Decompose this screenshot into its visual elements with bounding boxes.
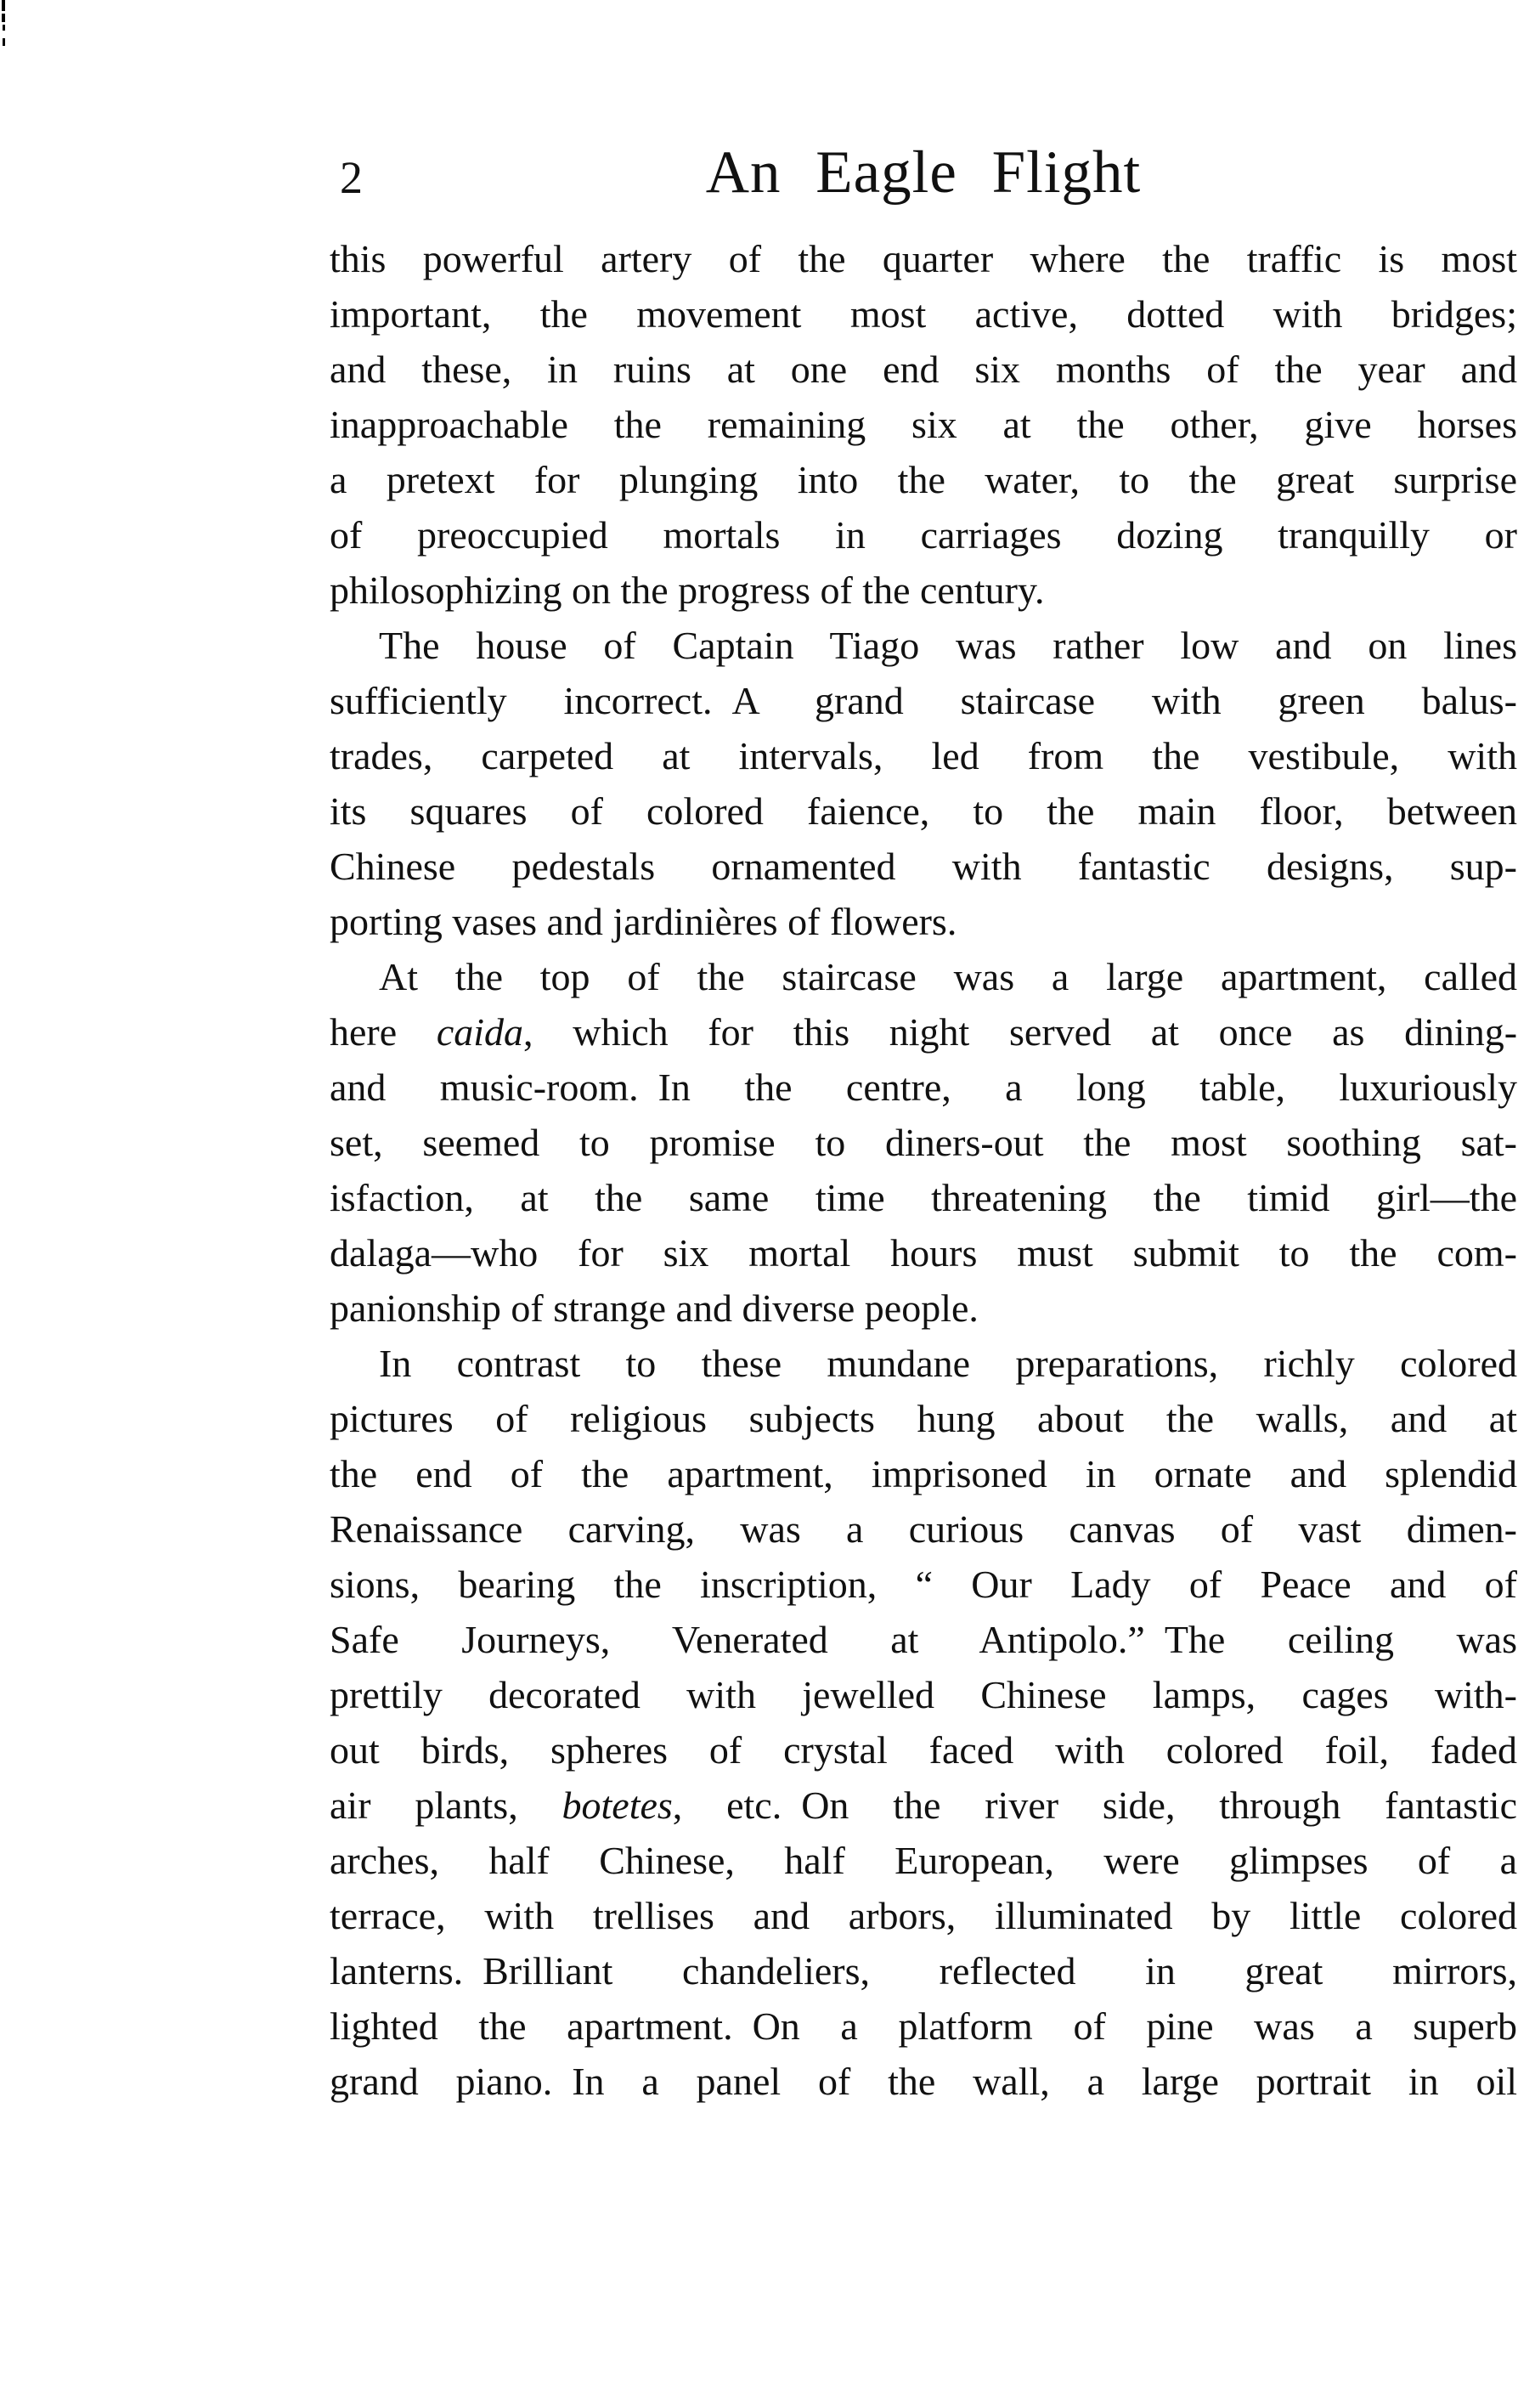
text-segment: air plants, (330, 1783, 562, 1827)
text-segment: terrace, with trellises and arbors, illuminated by little colored (330, 1894, 1517, 1937)
italic-term: caida (436, 1010, 524, 1054)
text-line (330, 507, 1517, 562)
text-segment: The house of Captain Tiago was rather low and on lines (379, 624, 1517, 667)
text-line (330, 1391, 1517, 1446)
text-segment: lanterns. Brilliant chandeliers, reflected in great mirrors, (330, 1949, 1517, 1993)
scan-artifact (2, 14, 5, 22)
text-segment: important, the movement most active, dotted with bridges; (330, 292, 1517, 336)
text-line (330, 2054, 1517, 2109)
text-segment: inapproachable the remaining six at the other, give horses (330, 403, 1517, 446)
text-line (330, 1667, 1517, 1722)
text-segment: Chinese pedestals ornamented with fantastic designs, sup- (330, 845, 1517, 888)
text-line (330, 1115, 1517, 1170)
text-line (330, 1004, 1517, 1060)
text-line (330, 783, 1517, 839)
text-line (330, 1280, 1517, 1336)
text-segment: here (330, 1010, 437, 1054)
text-line (330, 286, 1517, 342)
text-segment: the end of the apartment, imprisoned in ornate and splendid (330, 1452, 1517, 1495)
page-number: 2 (340, 152, 363, 203)
text-line (330, 728, 1517, 783)
text-segment: of preoccupied mortals in carriages dozing tranquilly or (330, 513, 1517, 557)
text-line (330, 1998, 1517, 2054)
text-segment: Renaissance carving, was a curious canvas of vast dimen- (330, 1507, 1517, 1551)
text-segment: panionship of strange and diverse people. (330, 1286, 979, 1330)
text-segment: , etc. On the river side, through fantastic (672, 1783, 1517, 1827)
text-line (330, 342, 1517, 397)
text-line (330, 1943, 1517, 1998)
text-line (330, 1557, 1517, 1612)
text-line (330, 1336, 1517, 1391)
text-segment: pictures of religious subjects hung about the walls, and at (330, 1397, 1517, 1440)
text-line (330, 673, 1517, 728)
text-line (330, 1778, 1517, 1833)
text-line (330, 1225, 1517, 1280)
text-segment: and music-room. In the centre, a long table, luxuriously (330, 1066, 1517, 1109)
text-line (330, 1501, 1517, 1557)
text-segment: its squares of colored faience, to the main floor, between (330, 789, 1517, 833)
text-line (330, 1446, 1517, 1501)
text-line (330, 1833, 1517, 1888)
text-segment: prettily decorated with jewelled Chinese lamps, cages with- (330, 1673, 1517, 1716)
text-segment: sufficiently incorrect. A grand staircase with green balus- (330, 679, 1517, 722)
text-segment: and these, in ruins at one end six months of the year and (330, 348, 1517, 391)
text-line (330, 231, 1517, 286)
text-segment: out birds, spheres of crystal faced with colored foil, faded (330, 1728, 1517, 1772)
scan-artifact (3, 38, 5, 46)
text-line (330, 452, 1517, 507)
scan-artifact (3, 25, 5, 31)
page-title: An Eagle Flight (705, 139, 1142, 206)
text-segment: In contrast to these mundane preparations, richly colored (379, 1342, 1517, 1385)
text-segment: At the top of the staircase was a large apartment, called (379, 955, 1517, 998)
text-segment: philosophizing on the progress of the century. (330, 568, 1045, 612)
text-segment: a pretext for plunging into the water, to the great surprise (330, 458, 1517, 501)
scan-artifact (2, 0, 5, 11)
text-segment: grand piano. In a panel of the wall, a large portrait in oil (330, 2060, 1517, 2103)
text-segment: trades, carpeted at intervals, led from the vestibule, with (330, 734, 1517, 777)
text-line (330, 562, 1517, 618)
page-header (330, 139, 1517, 228)
text-line (330, 1060, 1517, 1115)
text-segment: set, seemed to promise to diners-out the most soothing sat- (330, 1121, 1517, 1164)
text-line (330, 894, 1517, 949)
text-segment: sions, bearing the inscription, “ Our Lady of Peace and of (330, 1563, 1517, 1606)
text-line (330, 618, 1517, 673)
page-body (330, 231, 1517, 2109)
text-segment: isfaction, at the same time threatening the timid girl—the (330, 1176, 1517, 1219)
text-line (330, 949, 1517, 1004)
text-segment: arches, half Chinese, half European, were glimpses of a (330, 1839, 1517, 1882)
text-segment: Safe Journeys, Venerated at Antipolo.” The ceiling was (330, 1618, 1517, 1661)
text-segment: , which for this night served at once as dining- (523, 1010, 1518, 1054)
text-line (330, 1888, 1517, 1943)
text-line (330, 397, 1517, 452)
text-line (330, 1722, 1517, 1778)
text-segment: this powerful artery of the quarter where the traffic is most (330, 237, 1517, 280)
text-line (330, 1612, 1517, 1667)
text-segment: porting vases and jardinières of flowers. (330, 900, 957, 943)
italic-term: botetes (562, 1783, 673, 1827)
text-segment: dalaga—who for six mortal hours must submit to the com- (330, 1231, 1517, 1275)
text-segment: lighted the apartment. On a platform of pine was a superb (330, 2004, 1517, 2048)
text-line (330, 1170, 1517, 1225)
text-line (330, 839, 1517, 894)
